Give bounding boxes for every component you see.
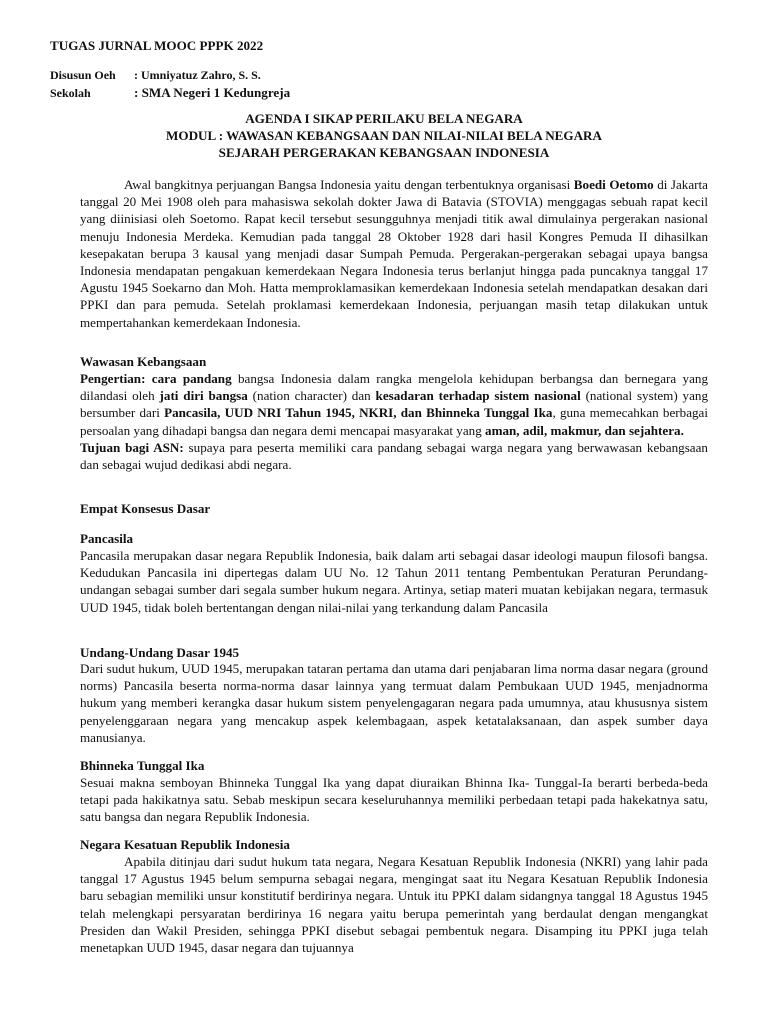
- tujuan-label: Tujuan bagi ASN:: [80, 439, 184, 455]
- intro-bold-boedi-oetomo: Boedi Oetomo: [573, 177, 654, 192]
- wawasan-bold-4: Pancasila, UUD NRI Tahun 1945, NKRI, dan Bhinneka Tunggal Ika: [164, 405, 553, 421]
- intro-text-2: di Jakarta tanggal 20 Mei 1908 oleh para mahasiswa sekolah dokter Jawa di Batavia (STOVIA) menggagas sebuah rapat kecil yang diinisiasi oleh Soetomo. Rapat kecil tersebut sesungguhnya menjadi titik awal dimulainya pergerakan nasional menuju Indonesia Merdeka. Kemudian pada tanggal 28 Oktober 1928 dari hasil Kongres Pemuda II dihasilkan kesepakatan berupa 3 kausal yang menjadi dasar Sumpah Pemuda. Pergerakan-pergerakan sebagai upaya bangsa Indonesia mendapatan pengakuan kemerdekaan Negara Indonesia terus berlanjut hingga pada puncaknya tanggal 17 Agustu 1945 Soekarno dan Moh. Hatta memproklamasikan kemerdekaan Indonesia setelah mendapatkan desakan dari PPKI dan para pemuda. Setelah proklamasi kemerdekaan Indonesia, perjuangan masih tetap dilakukan untuk mempertahankan kemerdekaan Indonesia.: [80, 177, 708, 330]
- wawasan-heading: Wawasan Kebangsaan: [80, 354, 207, 369]
- agenda-heading: AGENDA I SIKAP PERILAKU BELA NEGARA: [245, 111, 523, 126]
- uud-heading: Undang-Undang Dasar 1945: [80, 645, 240, 660]
- wawasan-text-1: bangsa Indonesia dalam rangka mengelola kehidupan berbangsa dan bernegara yang dilandasi oleh: [80, 371, 709, 404]
- bhinneka-heading: Bhinneka Tunggal Ika: [80, 758, 205, 773]
- module-heading: MODUL : WAWASAN KEBANGSAAN DAN NILAI-NILAI BELA NEGARA: [166, 128, 602, 143]
- wawasan-bold-3: kesadaran terhadap sistem nasional: [375, 388, 581, 404]
- history-heading: SEJARAH PERGERAKAN KEBANGSAAN INDONESIA: [218, 145, 550, 160]
- wawasan-paragraph: [80, 370, 708, 473]
- author-label: Disusun Oeh: [50, 68, 116, 82]
- school-value: : SMA Negeri 1 Kedungreja: [134, 85, 291, 100]
- bhinneka-paragraph: Sesuai makna semboyan Bhinneka Tunggal Ika yang dapat diuraikan Bhinna Ika- Tunggal-Ia berarti berbeda-beda tetapi pada hakikatnya satu. Sebab meskipun secara keseluruhannya memiliki perbedaan tetapi pada hakekatnya satu, satu bangsa dan negara Republik Indonesia.: [80, 775, 708, 825]
- uud-paragraph: Dari sudut hukum, UUD 1945, merupakan tataran pertama dan utama dari penjabaran lima norma dasar negara (ground norms) Pancasila beserta norma-norma dasar lainnya yang termuat dalam Pembukaan UUD 1945, menjadnorma hukum yang memberi kerangka dasar hukum sistem penyelengagaran negara pada umumnya, atau khususnya sistem penyelenggaraan negara yang mencakup aspek kelembagaan, aspek ketatalaksanaan, dan aspek sumber daya manusianya.: [80, 661, 708, 745]
- intro-text-1: Awal bangkitnya perjuangan Bangsa Indonesia yaitu dengan terbentuknya organisasi: [124, 177, 574, 192]
- nkri-heading: Negara Kesatuan Republik Indonesia: [80, 837, 290, 852]
- wawasan-text-2: (nation character) dan: [247, 388, 376, 404]
- author-value: : Umniyatuz Zahro, S. S.: [134, 68, 261, 82]
- tujuan-text: supaya para peserta memiliki cara pandang sebagai warga negara yang berwawasan kebangsaan dan sebagai wujud dedikasi abdi negara.: [80, 439, 708, 473]
- pancasila-paragraph: Pancasila merupakan dasar negara Republik Indonesia, baik dalam arti sebagai dasar ideologi maupun filosofi bangsa. Kedudukan Pancasila ini dipertegas dalam UU No. 12 Tahun 2011 tentang Pembentukan Peraturan Perundang-undangan sebagai sumber dari segala sumber hukum negara. Artinya, setiap materi muatan kebijakan negara, termasuk UUD 1945, tidak boleh bertentangan dengan nilai-nilai yang terkandung dalam Pancasila: [80, 548, 708, 615]
- wawasan-text-3: (national system) yang bersumber dari: [80, 388, 708, 421]
- wawasan-bold-2: jati diri bangsa: [159, 388, 248, 404]
- pancasila-heading: Pancasila: [80, 531, 134, 546]
- author-line: [50, 67, 261, 84]
- school-label: Sekolah: [50, 86, 91, 100]
- section-headings: [0, 110, 768, 161]
- document-title: TUGAS JURNAL MOOC PPPK 2022: [50, 38, 264, 53]
- intro-paragraph: [80, 176, 708, 331]
- wawasan-text-4: , guna memecahkan berbagai persoalan yang dihadapi bangsa dan negara demi mencapai masyarakat yang: [80, 405, 708, 438]
- empat-konsesus-heading: Empat Konsesus Dasar: [80, 501, 211, 516]
- nkri-paragraph: Apabila ditinjau dari sudut hukum tata negara, Negara Kesatuan Republik Indonesia (NKRI) yang lahir pada tanggal 17 Agustus 1945 belum sempurna sebagai negara, mengingat saat itu Negara Kesatuan Republik Indonesia baru sebagian memiliki unsur konstitutif berdirinya negara. Untuk itu PPKI dalam sidangnya tanggal 18 Agustus 1945 telah melengkapi persyaratan berdirinya 16 negara yaitu berupa pemerintah yang berdaulat dengan mengangkat Presiden dan Wakil Presiden, sehingga PPKI disebut sebagai pembentuk negara. Disamping itu PPKI juga telah menetapkan UUD 1945, dasar negara dan tujuannya: [80, 854, 708, 956]
- wawasan-bold-1: Pengertian: cara pandang: [80, 371, 232, 386]
- wawasan-bold-5: aman, adil, makmur, dan sejahtera.: [485, 422, 684, 438]
- school-line: [50, 84, 290, 102]
